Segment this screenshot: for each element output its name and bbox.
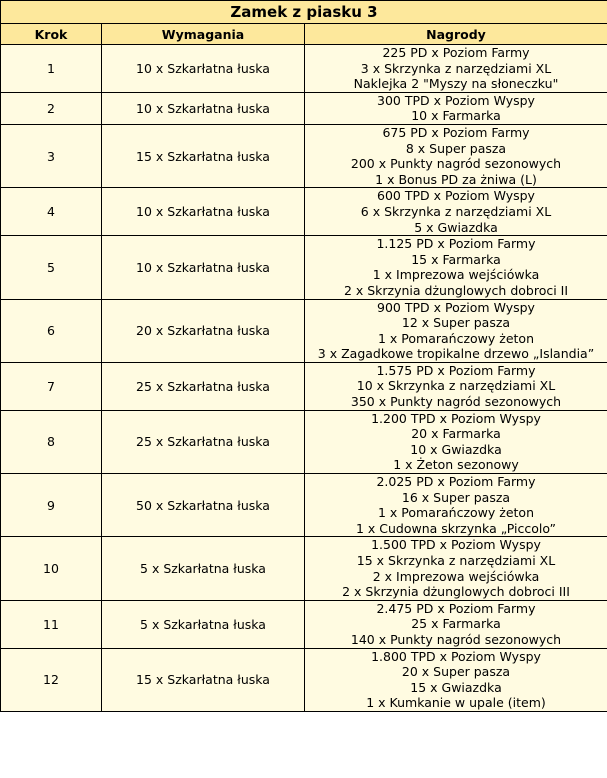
requirement-cell: 15 x Szkarłatna łuska [102,124,305,187]
reward-line: 200 x Punkty nagród sezonowych [350,156,562,172]
requirement-cell: 10 x Szkarłatna łuska [102,92,305,124]
reward-line: 2.475 PD x Poziom Farmy [376,600,536,616]
reward-line: 1.800 TPD x Poziom Wyspy [371,648,541,664]
reward-line: 1.200 TPD x Poziom Wyspy [371,410,541,426]
reward-line: 140 x Punkty nagród sezonowych [350,631,562,647]
reward-line: 10 x Skrzynka z narzędziami XL [356,378,556,394]
table-row [1,474,607,537]
reward-line: 8 x Super pasza [405,140,507,156]
rewards-cell [305,362,607,410]
reward-line: 5 x Gwiazdka [414,219,498,235]
reward-line: 15 x Farmarka [411,251,501,267]
step-cell: 7 [1,362,102,410]
reward-line: 2 x Skrzynia dżunglowych dobroci III [342,584,570,600]
step-cell: 4 [1,188,102,236]
step-cell: 3 [1,124,102,187]
rewards-cell [305,188,607,236]
reward-line: 1 x Kumkanie w upale (item) [366,695,546,711]
header-row [1,24,607,45]
header-rewards: Nagrody [305,24,607,45]
step-cell: 10 [1,537,102,600]
reward-line: 3 x Zagadkowe tropikalne drzewo „Islandia” [317,346,595,362]
reward-line: 25 x Farmarka [411,616,501,632]
reward-line: 1 x Pomarańczowy żeton [378,330,534,346]
requirement-cell: 20 x Szkarłatna łuska [102,299,305,362]
header-step: Krok [1,24,102,45]
rewards-cell [305,299,607,362]
step-cell: 1 [1,45,102,93]
reward-line: 1 x Imprezowa wejściówka [372,267,540,283]
reward-line: 1 x Bonus PD za żniwa (L) [375,171,537,187]
requirement-cell: 10 x Szkarłatna łuska [102,236,305,299]
table-row [1,45,607,93]
reward-line: 20 x Farmarka [411,426,501,442]
requirement-cell: 50 x Szkarłatna łuska [102,474,305,537]
table-row [1,124,607,187]
step-cell: 8 [1,410,102,473]
rewards-cell [305,236,607,299]
reward-line: 1 x Cudowna skrzynka „Piccolo” [355,520,557,536]
step-cell: 6 [1,299,102,362]
reward-line: 675 PD x Poziom Farmy [382,124,530,140]
reward-line: 2 x Imprezowa wejściówka [372,568,540,584]
reward-line: 10 x Farmarka [411,108,501,124]
reward-line: 15 x Skrzynka z narzędziami XL [356,553,556,568]
reward-line: Naklejka 2 "Myszy na słoneczku" [353,76,559,92]
requirement-cell: 10 x Szkarłatna łuska [102,45,305,93]
requirement-cell: 25 x Szkarłatna łuska [102,410,305,473]
step-cell: 9 [1,474,102,537]
rewards-cell [305,124,607,187]
header-requirements: Wymagania [102,24,305,45]
reward-line: 1 x Żeton sezonowy [393,457,519,473]
reward-line: 1 x Pomarańczowy żeton [378,505,534,521]
reward-line: 1.500 TPD x Poziom Wyspy [371,537,541,553]
reward-line: 225 PD x Poziom Farmy [382,45,530,60]
rewards-cell [305,648,607,711]
requirement-cell: 5 x Szkarłatna łuska [102,537,305,600]
reward-line: 12 x Super pasza [401,315,511,331]
reward-line: 900 TPD x Poziom Wyspy [377,299,535,315]
rewards-cell [305,600,607,648]
table-row [1,648,607,711]
reward-line: 2.025 PD x Poziom Farmy [376,474,536,490]
rewards-cell [305,537,607,600]
title-row [1,1,607,24]
reward-line: 10 x Gwiazdka [410,441,502,457]
rewards-cell [305,45,607,93]
table-row [1,600,607,648]
table-row [1,92,607,124]
reward-line: 16 x Super pasza [401,489,511,505]
step-cell: 12 [1,648,102,711]
rewards-cell [305,92,607,124]
table-row [1,299,607,362]
rewards-cell [305,474,607,537]
table-row [1,537,607,600]
reward-line: 3 x Skrzynka z narzędziami XL [360,60,552,76]
table-row [1,362,607,410]
step-cell: 5 [1,236,102,299]
reward-line: 2 x Skrzynia dżunglowych dobroci II [343,282,569,298]
table-row [1,188,607,236]
reward-line: 600 TPD x Poziom Wyspy [377,188,535,204]
requirement-cell: 10 x Szkarłatna łuska [102,188,305,236]
table-row [1,236,607,299]
reward-line: 1.575 PD x Poziom Farmy [376,362,536,378]
step-cell: 2 [1,92,102,124]
table-body [1,45,607,712]
reward-line: 1.125 PD x Poziom Farmy [376,236,536,252]
requirement-cell: 5 x Szkarłatna łuska [102,600,305,648]
step-cell: 11 [1,600,102,648]
requirement-cell: 25 x Szkarłatna łuska [102,362,305,410]
reward-line: 6 x Skrzynka z narzędziami XL [360,203,552,219]
table-row [1,410,607,473]
requirement-cell: 15 x Szkarłatna łuska [102,648,305,711]
table-title: Zamek z piasku 3 [1,1,607,24]
rewards-cell [305,410,607,473]
reward-line: 20 x Super pasza [401,664,511,680]
reward-line: 300 TPD x Poziom Wyspy [377,92,535,108]
reward-line: 350 x Punkty nagród sezonowych [350,394,562,410]
reward-line: 15 x Gwiazdka [410,679,502,695]
